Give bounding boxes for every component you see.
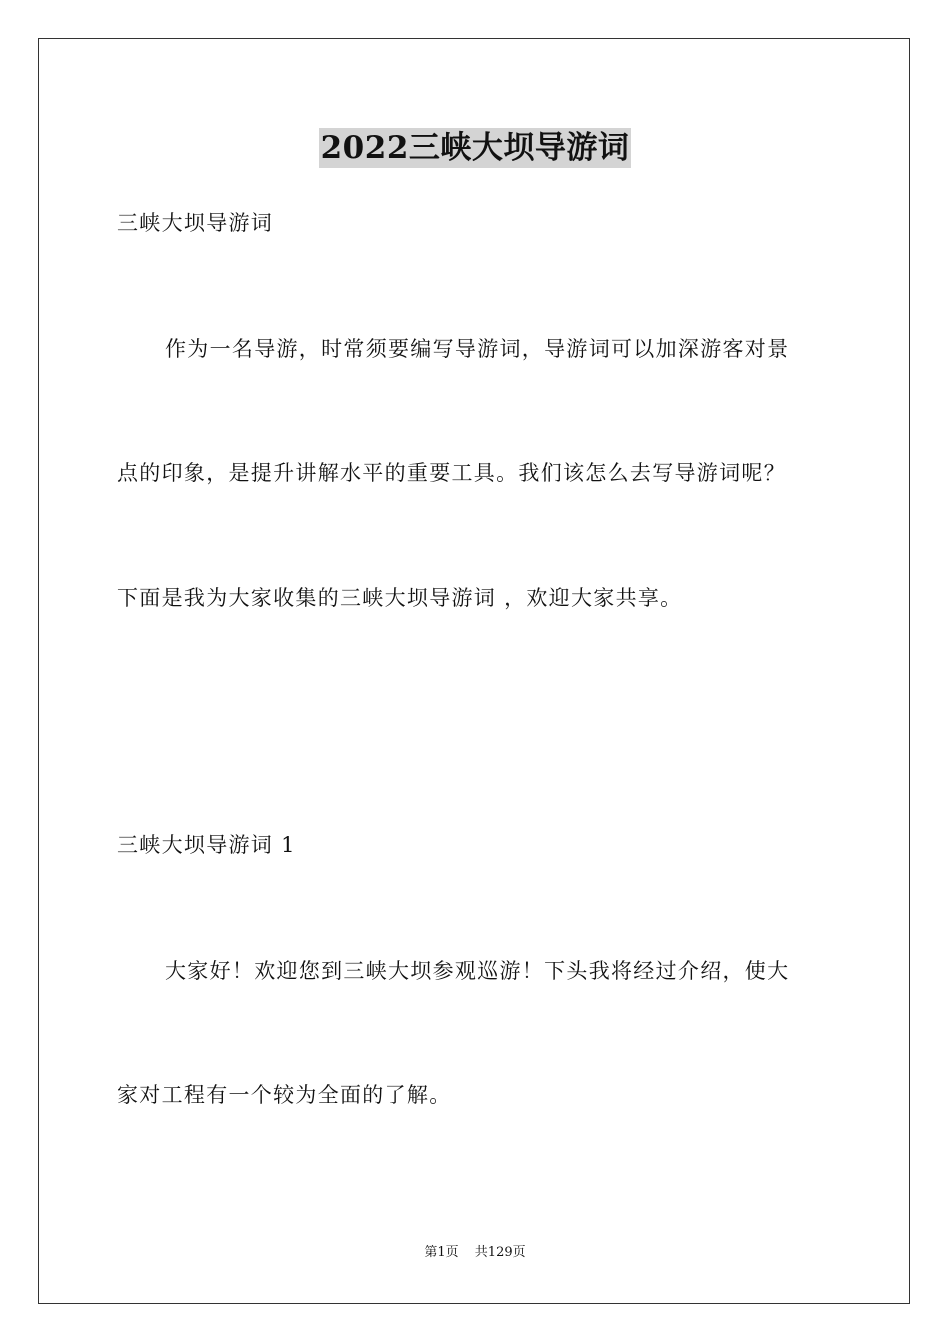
paragraph-line: 下面是我为大家收集的三峡大坝导游词 ，欢迎大家共享。 [117, 586, 683, 610]
title-container [0, 128, 950, 168]
page-number: 第1页 [424, 1245, 459, 1260]
page-total: 共129页 [474, 1245, 526, 1260]
document-subtitle: 三峡大坝导游词 [117, 211, 274, 235]
paragraph-line: 点的印象，是提升讲解水平的重要工具。我们该怎么去写导游词呢？ [117, 461, 786, 485]
page-footer [0, 1244, 950, 1262]
paragraph-line: 作为一名导游，时常须要编写导游词，导游词可以加深游客对景 [165, 337, 790, 361]
paragraph-line: 大家好！欢迎您到三峡大坝参观巡游！下头我将经过介绍，使大 [165, 959, 790, 983]
section-heading: 三峡大坝导游词 1 [117, 833, 296, 857]
paragraph-line: 家对工程有一个较为全面的了解。 [117, 1083, 452, 1107]
document-title: 2022三峡大坝导游词 [320, 130, 630, 166]
